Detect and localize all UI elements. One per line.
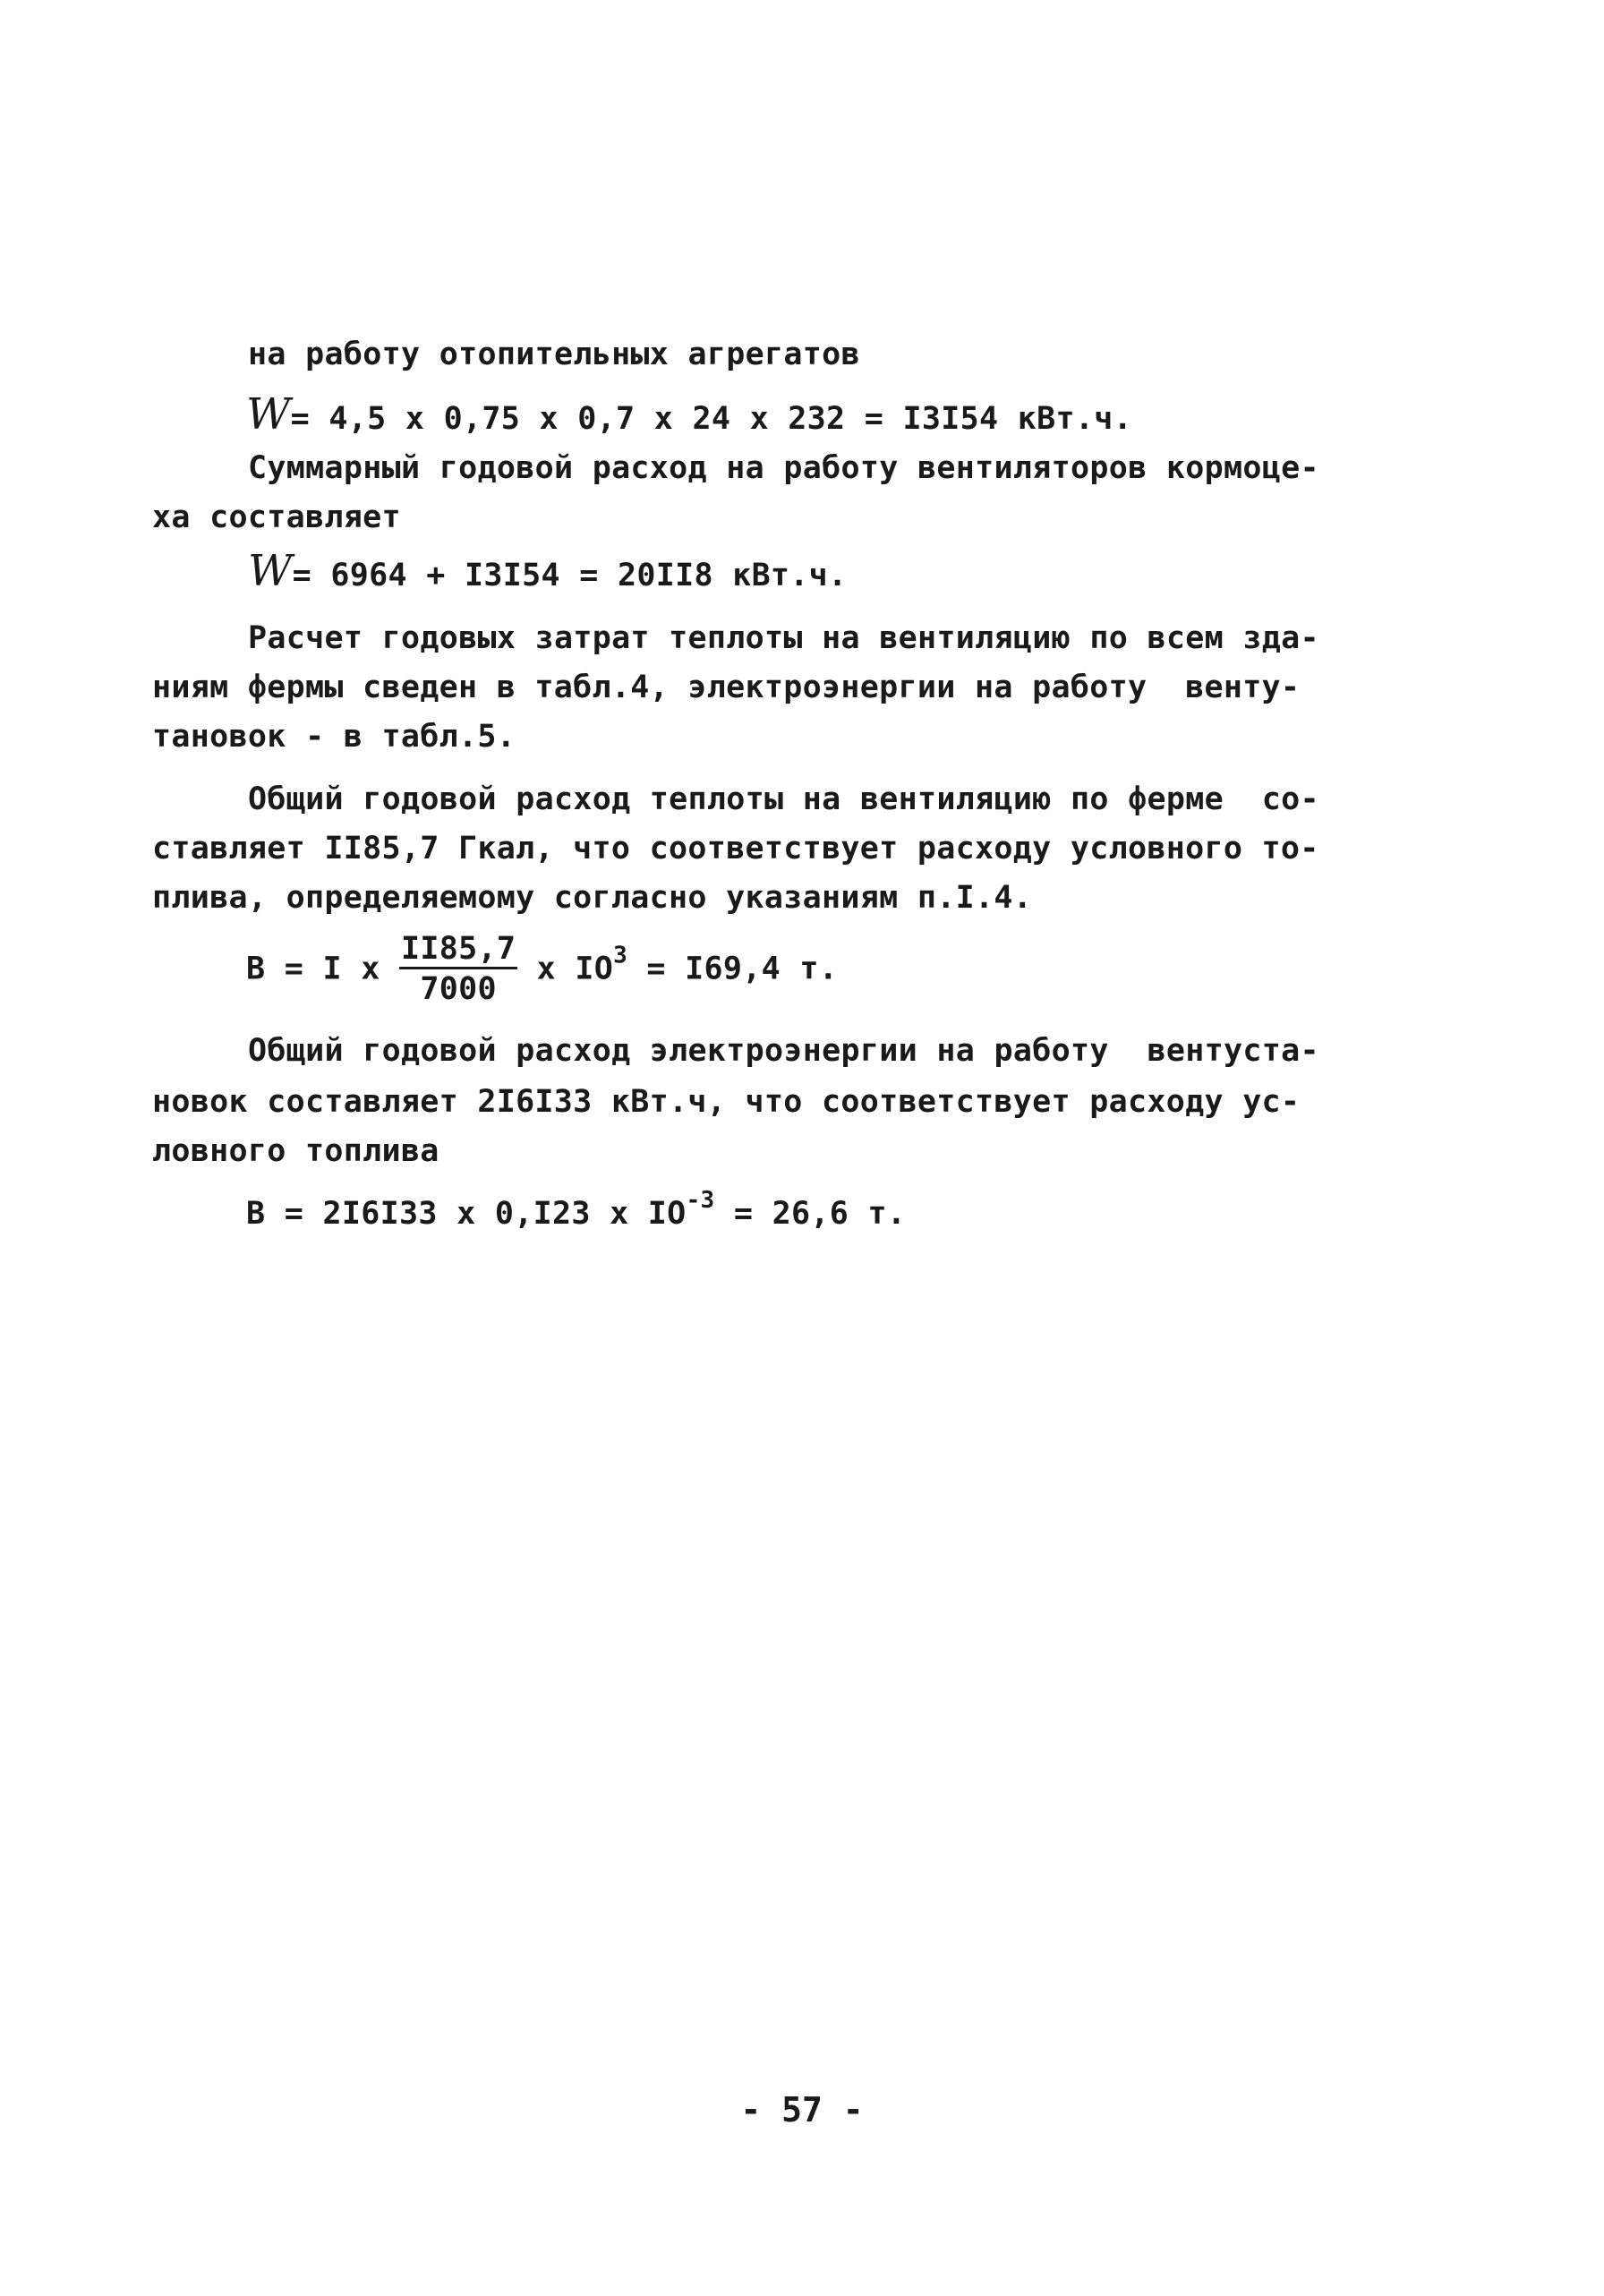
fraction bbox=[399, 931, 517, 1009]
text-line: ловного топлива bbox=[152, 1133, 439, 1169]
formula-mid: x IO bbox=[517, 951, 614, 987]
formula-left: B = 2I6I33 x 0,I23 x IO bbox=[246, 1196, 687, 1232]
formula-fuel-heat bbox=[246, 931, 838, 1009]
exponent: 3 bbox=[613, 942, 628, 969]
formula-expression: = 6964 + I3I54 = 20II8 кВт.ч. bbox=[292, 558, 848, 593]
text-line: ниям фермы сведен в табл.4, электроэнергии на работу венту- bbox=[152, 670, 1301, 705]
text-line: Суммарный годовой расход на работу вентиляторов кормоце- bbox=[248, 450, 1319, 486]
text-line: новок составляет 2I6I33 кВт.ч, что соответствует расходу ус- bbox=[152, 1084, 1301, 1120]
formula-w-total bbox=[248, 546, 848, 596]
text-line: Общий годовой расход электроэнергии на работу вентуста- bbox=[248, 1033, 1319, 1069]
formula-variable: W bbox=[248, 546, 293, 596]
formula-w-heaters bbox=[246, 389, 1132, 440]
text-line: ставляет II85,7 Гкал, что соответствует расходу условного то- bbox=[152, 831, 1319, 866]
text-line: Общий годовой расход теплоты на вентиляцию по ферме со- bbox=[248, 781, 1319, 817]
formula-right: = 26,6 т. bbox=[714, 1196, 907, 1232]
formula-right: = I69,4 т. bbox=[627, 951, 839, 987]
formula-expression: = 4,5 x 0,75 x 0,7 x 24 x 232 = I3I54 кВт.ч. bbox=[290, 401, 1132, 437]
page-number: - 57 - bbox=[740, 2090, 864, 2130]
fraction-numerator: II85,7 bbox=[399, 931, 517, 969]
text-line: Расчет годовых затрат теплоты на вентиляцию по всем зда- bbox=[248, 620, 1319, 656]
text-line: на работу отопительных агрегатов bbox=[248, 337, 860, 372]
text-line: ха составляет bbox=[152, 499, 401, 535]
text-line: плива, определяемому согласно указаниям п.I.4. bbox=[152, 880, 1033, 916]
formula-fuel-electric bbox=[246, 1187, 907, 1233]
exponent: -3 bbox=[686, 1187, 715, 1214]
formula-variable: W bbox=[246, 389, 291, 440]
text-line: тановок - в табл.5. bbox=[152, 719, 516, 755]
fraction-denominator: 7000 bbox=[420, 971, 497, 1007]
formula-left: B = I x bbox=[246, 951, 399, 987]
